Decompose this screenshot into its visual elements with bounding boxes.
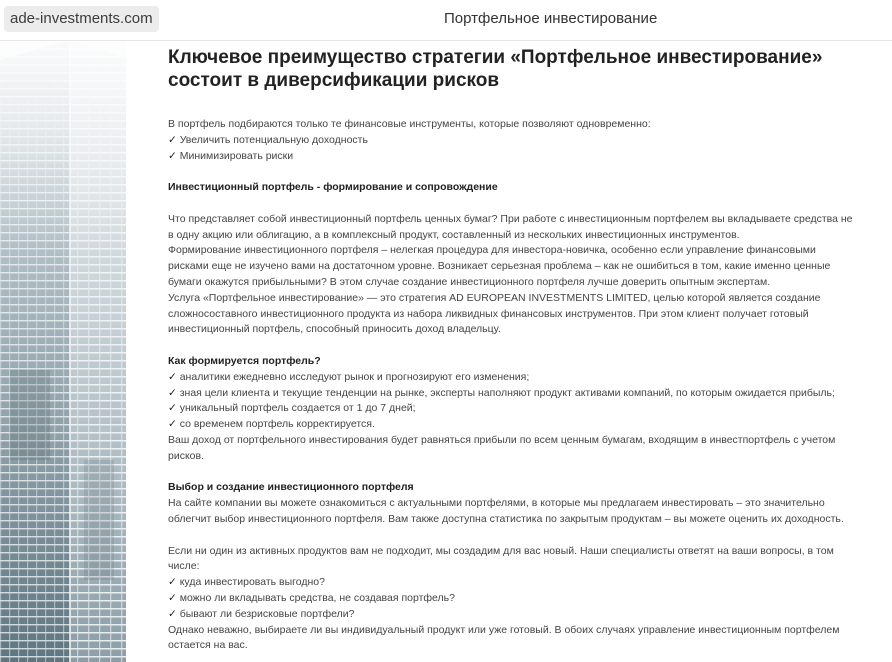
paragraph-line: На сайте компании вы можете ознакомиться с актуальными портфелями, в которые мы предлагаем инвестировать – это значительно [168,497,825,510]
section-title: Инвестиционный портфель - формирование и сопровождение [168,181,498,194]
headline-line: состоит в диверсификации рисков [168,70,500,91]
intro-text: В портфель подбираются только те финансовые инструменты, которые позволяют одновременно: [168,118,651,130]
list-item: ✓ аналитики ежедневно исследуют рынок и прогнозируют его изменения; [168,370,858,386]
top-bar [0,0,892,41]
paragraph-line: Если ни один из активных продуктов вам не подходит, мы создадим для вас новый. Наши специалисты ответят на ваши вопросы, в том [168,544,834,557]
list-item: ✓ можно ли вкладывать средства, не создавая портфель? [168,591,858,607]
headline-line: Ключевое преимущество стратегии «Портфельное инвестирование» [168,47,823,68]
paragraph-line: Что представляет собой инвестиционный портфель ценных бумаг? При работе с инвестиционным портфелем вы вкладываете средства не [168,212,853,225]
list-item: ✓ куда инвестировать выгодно? [168,575,858,591]
section-title: Как формируется портфель? [168,354,321,367]
article-body [168,117,858,654]
paragraph-line: облегчит выбор инвестиционного портфеля. Вам также доступна статистика по закрытым продуктам – вы можете оценить их доходность. [168,512,844,525]
paragraph-line: сложносоставного инвестиционного продукта из набора ликвидных финансовых инструментов. При этом клиент получает готовый [168,307,809,320]
paragraph-line: Формирование инвестиционного портфеля – нелегкая процедура для инвестора-новичка, особенно если управление финансовыми [168,244,816,257]
paragraph-line: Ваш доход от портфельного инвестирования будет равняться прибыли по всем ценным бумагам, входящим в инвестпортфель с учетом [168,433,836,446]
paragraph-line: рисками еще не изучено вами на достаточном уровне. Возникает серьезная проблема – как не ошибиться в том, какие именно ценные [168,260,831,273]
site-domain-chip[interactable]: ade-investments.com [4,6,159,32]
paragraph-line: Услуга «Портфельное инвестирование» — это стратегия AD EUROPEAN INVESTMENTS LIMITED, целью которой является создание [168,291,821,304]
section-title: Выбор и создание инвестиционного портфеля [168,481,414,494]
intro-list-item: ✓ Минимизировать риски [168,149,858,165]
paragraph-line: остается на вас. [168,639,248,652]
paragraph-line: инвестиционный портфель, способный приносить доход владельцу. [168,323,501,336]
list-item: ✓ со временем портфель корректируется. [168,417,858,433]
paragraph-line: Однако неважно, выбираете ли вы индивидуальный продукт или уже готовый. В обоих случаях управление инвестиционным портфелем [168,623,840,636]
intro-list-item: ✓ Увеличить потенциальную доходность [168,133,858,149]
paragraph-line: числе: [168,560,200,573]
list-item: ✓ уникальный портфель создается от 1 до 7 дней; [168,401,858,417]
list-item: ✓ зная цели клиента и текущие тенденции на рынке, эксперты наполняют продукт активами компаний, по которым ожидается прибыль; [168,386,858,402]
article-header [168,46,858,92]
skyscraper-image [0,40,126,662]
article-headline [168,46,858,92]
paragraph-line: в одну акцию или облигацию, а в комплексный продукт, составленный из нескольких инвестиционных инструментов. [168,228,740,241]
paragraph-line: рисков. [168,449,205,462]
paragraph-line: бумаги окажутся прибыльными? В этом случае создание инвестиционного портфеля лучше доверить опытным экспертам. [168,275,771,288]
page-title: Портфельное инвестирование [444,10,658,27]
list-item: ✓ бывают ли безрисковые портфели? [168,607,858,623]
